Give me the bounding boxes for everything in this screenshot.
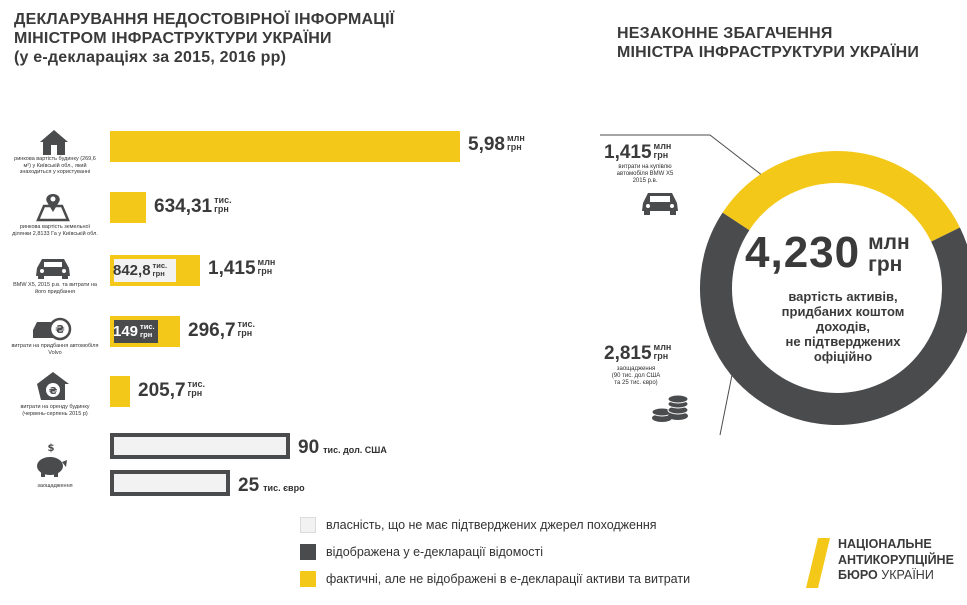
seg1-label [604, 142, 671, 164]
land-plot-icon [36, 192, 70, 222]
house-icon [38, 128, 70, 156]
seg2-desc [596, 366, 676, 387]
legend-label-declared: відображена у е-декларації відомості [326, 545, 544, 559]
unit2-house: грн [506, 142, 522, 152]
legend-label-unconfirmed: власність, що не має підтверджених джерел походження [326, 518, 657, 532]
unit-savings-eur: тис. євро [263, 483, 305, 493]
inner-value-volvo: 149 [113, 323, 139, 340]
seg1-value: 1,415 [604, 142, 652, 163]
seg2-unit2: грн [653, 351, 669, 361]
bar-label-land [154, 196, 232, 218]
row-caption-house: ринкова вартість будинку (269,6 м²) у Київській обл., який знаходиться у користуванні [14, 156, 96, 175]
seg2-value: 2,815 [604, 343, 652, 364]
ring-total-value: 4,230 [745, 228, 861, 277]
unit1-land: тис. [214, 195, 232, 205]
svg-text:₴: ₴ [48, 386, 58, 397]
value-savings-usd: 90 [298, 437, 320, 458]
bar-label-volvo [188, 320, 255, 342]
row-caption-bmw: BMW X5, 2015 р.в. та витрати на його придбання [13, 282, 97, 295]
ring-total-unit1: млн [868, 231, 910, 254]
right-title-line2: МІНІСТРА ІНФРАСТРУКТУРИ УКРАЇНИ [617, 44, 920, 61]
inner-unit1-volvo: тис. [140, 322, 155, 331]
inner-unit2-volvo: грн [140, 330, 153, 339]
bar-label-savings-usd [298, 437, 387, 459]
bar-label-house [468, 134, 525, 156]
bar-bmw-inner-label [113, 262, 167, 280]
unit2-rent: грн [187, 388, 203, 398]
ring-car-icon [640, 190, 680, 216]
ring-total [745, 228, 910, 278]
unit2-land: грн [214, 204, 229, 214]
ring-segment-bmw [736, 167, 946, 235]
bar-rent [110, 376, 130, 407]
car-icon [34, 256, 72, 280]
right-title [617, 24, 919, 62]
inner-unit2-bmw: грн [152, 269, 165, 278]
left-title-line1: ДЕКЛАРУВАННЯ НЕДОСТОВІРНОЇ ІНФОРМАЦІЇ [14, 11, 395, 28]
logo-line3b: УКРАЇНИ [881, 568, 934, 582]
svg-text:$: $ [47, 443, 55, 454]
right-title-line1: НЕЗАКОННЕ ЗБАГАЧЕННЯ [617, 25, 833, 42]
bar-land [110, 192, 146, 223]
center-desc-line3: не підтверджених офіційно [785, 334, 901, 364]
value-land: 634,31 [154, 196, 213, 217]
row-caption-volvo: витрати на придбання автомобіля Volvo [11, 343, 99, 356]
center-desc-line2: придбаних коштом доходів, [781, 304, 905, 334]
legend-swatch-unconfirmed [300, 517, 316, 533]
leader-line-savings [720, 375, 732, 435]
unit-savings-usd: тис. дол. США [323, 445, 387, 455]
inner-value-bmw: 842,8 [113, 262, 151, 279]
value-rent: 205,7 [138, 380, 186, 401]
bar-savings-eur [110, 470, 230, 496]
bar-label-rent [138, 380, 205, 402]
car-money-icon [32, 316, 72, 342]
unit2-bmw: грн [257, 266, 273, 276]
seg1-desc-line3: 2015 р.в. [632, 178, 658, 184]
inner-unit1-bmw: тис. [152, 261, 168, 270]
seg2-desc-line1: заощадження [616, 366, 656, 372]
seg2-unit1: млн [653, 342, 672, 352]
row-caption-land: ринкова вартість земельної ділянки 2,8133 Га у Київській обл. [12, 224, 98, 237]
legend-swatch-undeclared [300, 571, 316, 587]
value-savings-eur: 25 [238, 475, 260, 496]
bar-volvo-inner-label [113, 323, 155, 341]
logo-line3a: БЮРО [838, 568, 878, 582]
bar-savings-usd [110, 433, 290, 459]
bar-house [110, 131, 460, 162]
ring-center-desc [758, 289, 928, 364]
row-caption-rent: витрати на оренду будинку (червень-серпень 2015 р) [20, 404, 90, 417]
bar-label-bmw [208, 258, 275, 280]
seg2-desc-line3: та 25 тис. євро) [614, 380, 658, 386]
piggy-bank-icon [34, 442, 68, 478]
nabu-logo-mark [806, 538, 830, 588]
legend-swatch-declared [300, 544, 316, 560]
unit2-volvo: грн [237, 328, 253, 338]
unit1-house: млн [506, 133, 525, 143]
seg2-label [604, 343, 671, 365]
unit1-rent: тис. [187, 379, 205, 389]
left-title-line3: (у е-деклараціях за 2015, 2016 рр) [14, 49, 287, 66]
seg1-desc [607, 164, 683, 185]
seg1-desc-line1: витрати на купівлю [618, 164, 672, 170]
value-bmw: 1,415 [208, 258, 256, 279]
bar-label-savings-eur [238, 475, 305, 497]
coins-icon [650, 394, 690, 424]
unit1-bmw: млн [257, 257, 276, 267]
left-title [14, 10, 394, 67]
unit1-volvo: тис. [237, 319, 255, 329]
seg1-desc-line2: автомобіля BMW X5 [616, 171, 674, 177]
nabu-logo-text [838, 537, 954, 584]
ring-total-unit2: грн [868, 253, 903, 276]
value-volvo: 296,7 [188, 320, 236, 341]
house-money-icon [36, 370, 70, 402]
row-caption-savings: заощадження [37, 483, 73, 489]
seg1-unit2: грн [653, 150, 669, 160]
center-desc-line1: вартість активів, [788, 289, 898, 304]
value-house: 5,98 [468, 134, 505, 155]
logo-line1: НАЦІОНАЛЬНЕ [838, 537, 932, 551]
seg2-desc-line2: (90 тис. дол США [611, 373, 661, 379]
svg-text:₴: ₴ [55, 323, 65, 336]
logo-line2: АНТИКОРУПЦІЙНЕ [838, 552, 954, 567]
left-title-line2: МІНІСТРОМ ІНФРАСТРУКТУРИ УКРАЇНИ [14, 30, 332, 47]
legend-label-undeclared: фактичні, але не відображені в е-декларації активи та витрати [326, 572, 691, 586]
seg1-unit1: млн [653, 141, 672, 151]
